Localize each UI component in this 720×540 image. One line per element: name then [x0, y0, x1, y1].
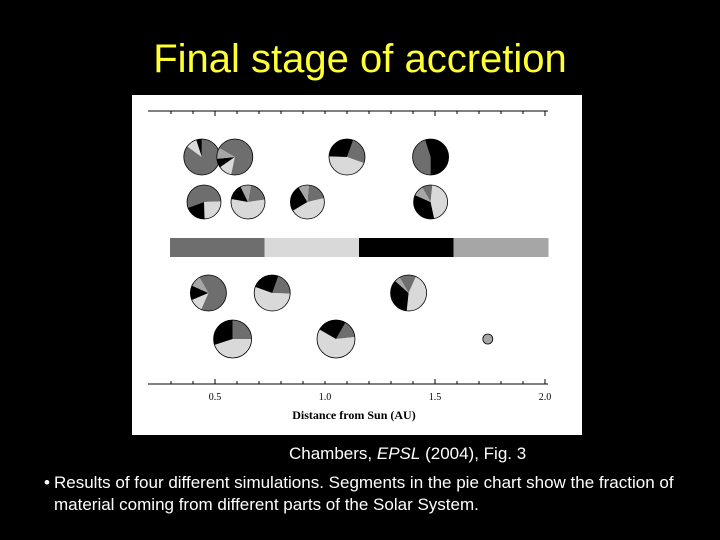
- pie-chart: [231, 185, 265, 219]
- pie-chart: [413, 139, 449, 175]
- source-band: [170, 238, 549, 257]
- bullet-point: [44, 472, 694, 516]
- pie-chart: [391, 275, 427, 311]
- pie-chart: [290, 185, 324, 219]
- caption-suffix: (2004), Fig. 3: [420, 444, 527, 463]
- source-band-segment: [454, 238, 549, 257]
- source-band-segment: [359, 238, 454, 257]
- pie-chart: [483, 334, 493, 344]
- tick-label: 0.5: [208, 392, 222, 403]
- tick-label: 1.5: [428, 392, 442, 403]
- source-band-segment: [265, 238, 360, 257]
- pie-chart: [187, 185, 221, 219]
- accretion-figure: [132, 95, 582, 435]
- pie-chart: [329, 139, 365, 175]
- bullet-marker: •: [44, 473, 50, 492]
- tick-label: 1.0: [318, 392, 332, 403]
- pie-chart: [317, 320, 355, 358]
- source-band-segment: [170, 238, 265, 257]
- x-axis-label: Distance from Sun (AU): [292, 408, 416, 422]
- bullet-text: Results of four different simulations. Segments in the pie chart show the fraction of material coming from different parts of the Solar System.: [54, 473, 674, 514]
- tick-label: 2.0: [538, 392, 552, 403]
- pie-chart: [414, 185, 448, 219]
- pie-chart: [217, 139, 253, 175]
- pie-chart: [254, 275, 290, 311]
- pie-chart: [184, 139, 220, 175]
- figure-caption: [289, 443, 526, 465]
- pie-chart: [214, 320, 252, 358]
- pie-chart: [190, 275, 226, 311]
- slide-title: Final stage of accretion: [153, 37, 567, 81]
- caption-journal: EPSL: [376, 444, 421, 463]
- caption-prefix: Chambers,: [289, 444, 377, 463]
